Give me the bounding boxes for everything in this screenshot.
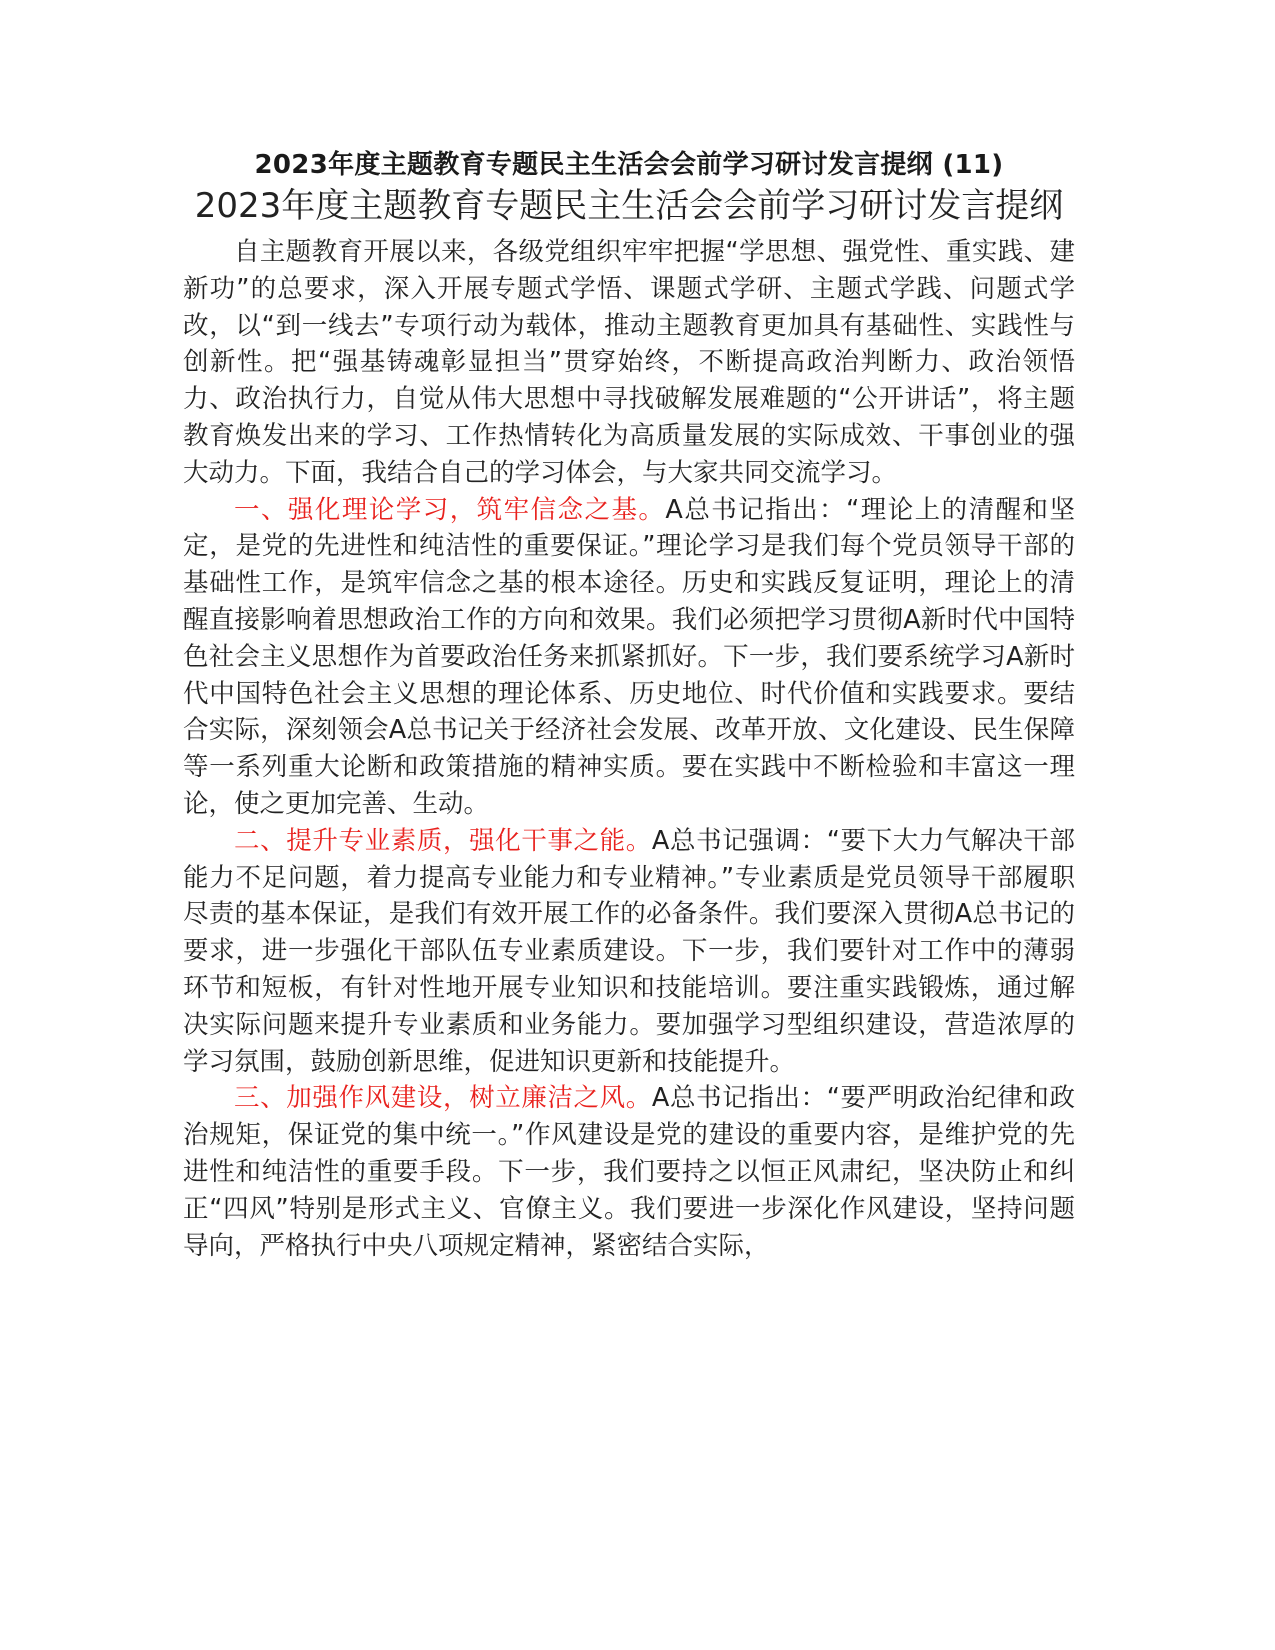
section-heading-2: 二、提升专业素质，强化干事之能。	[234, 825, 652, 856]
section-heading-1: 一、强化理论学习，筑牢信念之基。	[234, 494, 666, 525]
document-subtitle: 2023年度主题教育专题民主生活会会前学习研讨发言提纲	[194, 186, 1064, 226]
document-title: 2023年度主题教育专题民主生活会会前学习研讨发言提纲 (11)	[254, 150, 1004, 180]
section-body-2: A总书记强调：“要下大力气解决干部能力不足问题，着力提高专业能力和专业精神。”专业素质是党员领导干部履职尽责的基本保证，是我们有效开展工作的必备条件。我们要深入贯彻A总书记的要求，进一步强化干部队伍专业素质建设。下一步，我们要针对工作中的薄弱环节和短板，有针对性地开展专业知识和技能培训。要注重实践锻炼，通过解决实际问题来提升专业素质和业务能力。要加强学习型组织建设，营造浓厚的学习氛围，鼓励创新思维，促进知识更新和技能提升。	[183, 825, 1075, 1077]
section-paragraph-1	[183, 492, 1075, 823]
section-heading-3: 三、加强作风建设，树立廉洁之风。	[234, 1083, 652, 1114]
section-body-3: A总书记指出：“要严明政治纪律和政治规矩，保证党的集中统一。”作风建设是党的建设的重要内容，是维护党的先进性和纯洁性的重要手段。下一步，我们要持之以恒正风肃纪，坚决防止和纠正“四风”特别是形式主义、官僚主义。我们要进一步深化作风建设，坚持问题导向，严格执行中央八项规定精神，紧密结合实际，	[183, 1083, 1075, 1261]
section-paragraph-3	[183, 1080, 1075, 1264]
intro-paragraph: 自主题教育开展以来，各级党组织牢牢把握“学思想、强党性、重实践、建新功”的总要求，深入开展专题式学悟、课题式学研、主题式学践、问题式学改，以“到一线去”专项行动为载体，推动主题教育更加具有基础性、实践性与创新性。把“强基铸魂彰显担当”贯穿始终，不断提高政治判断力、政治领悟力、政治执行力，自觉从伟大思想中寻找破解发展难题的“公开讲话”，将主题教育焕发出来的学习、工作热情转化为高质量发展的实际成效、干事创业的强大动力。下面，我结合自己的学习体会，与大家共同交流学习。	[183, 237, 1075, 488]
section-body-1: A总书记指出：“理论上的清醒和坚定，是党的先进性和纯洁性的重要保证。”理论学习是我们每个党员领导干部的基础性工作，是筑牢信念之基的根本途径。历史和实践反复证明，理论上的清醒直接影响着思想政治工作的方向和效果。我们必须把学习贯彻A新时代中国特色社会主义思想作为首要政治任务来抓紧抓好。下一步，我们要系统学习A新时代中国特色社会主义思想的理论体系、历史地位、时代价值和实践要求。要结合实际，深刻领会A总书记关于经济社会发展、改革开放、文化建设、民生保障等一系列重大论断和政策措施的精神实质。要在实践中不断检验和丰富这一理论，使之更加完善、生动。	[183, 494, 1075, 819]
section-paragraph-2	[183, 823, 1075, 1081]
